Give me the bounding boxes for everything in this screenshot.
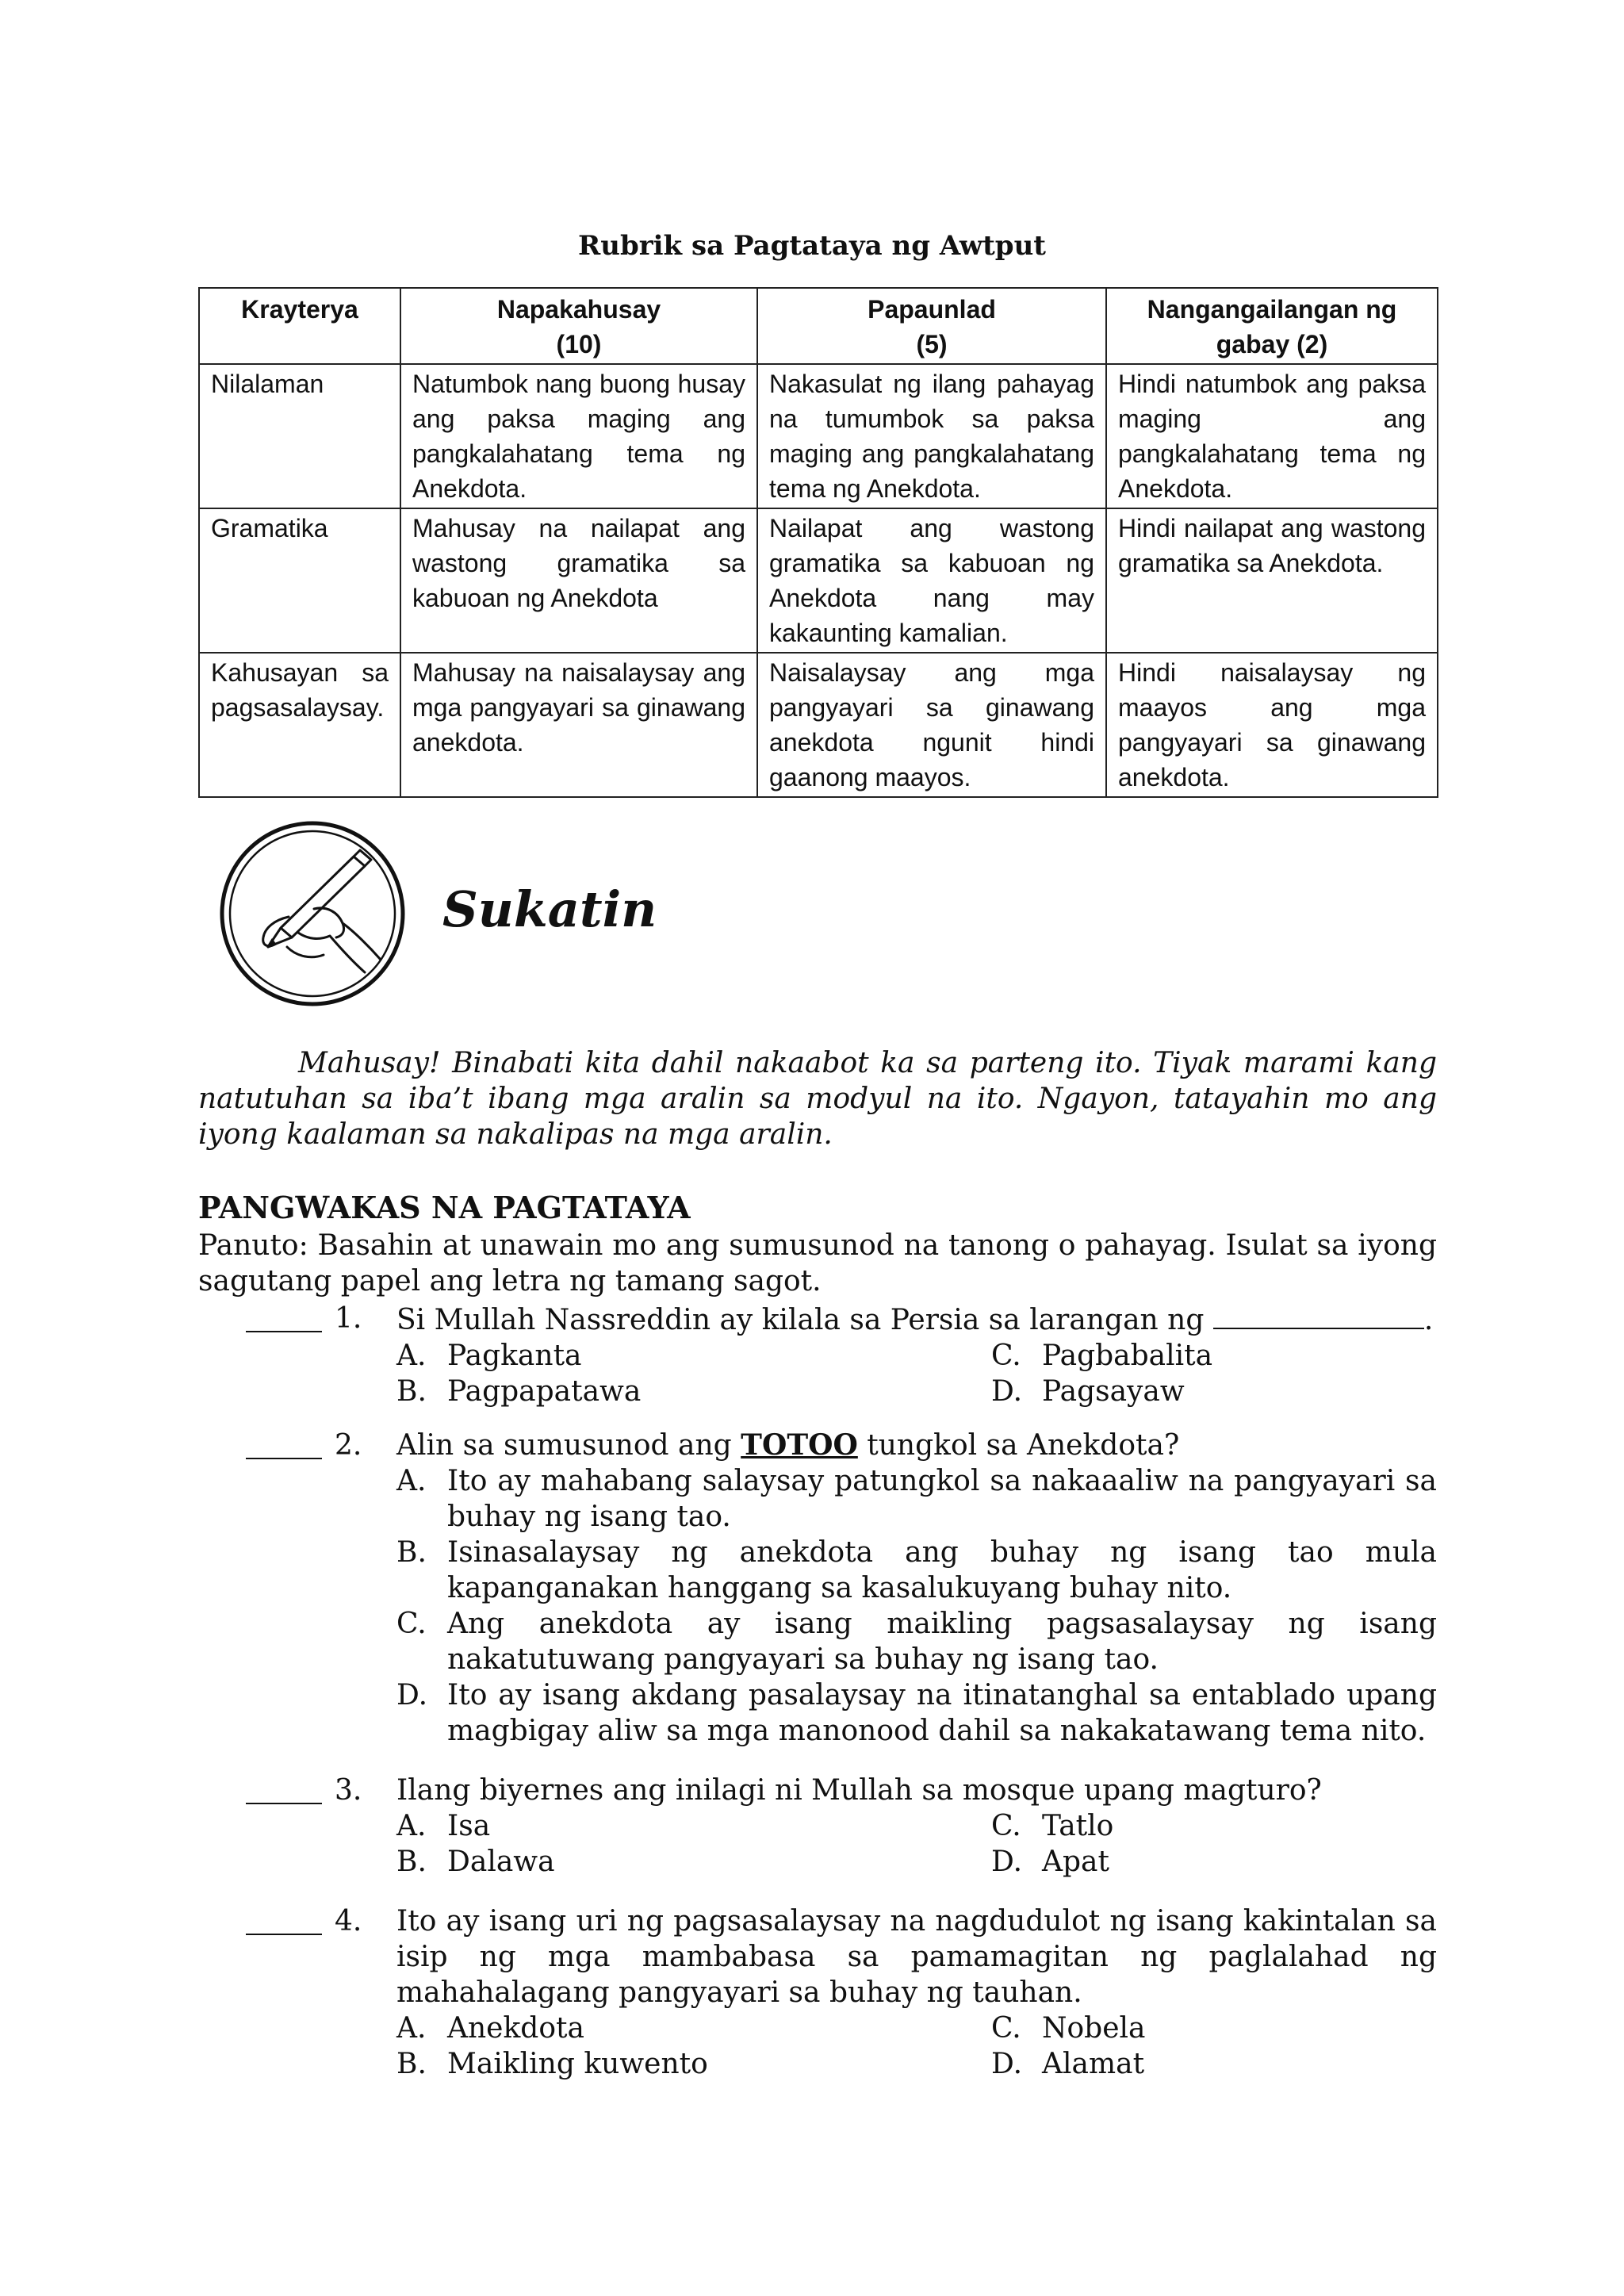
- options: [396, 1338, 1437, 1409]
- option-d[interactable]: D. Alamat: [991, 2048, 1145, 2080]
- question-2: [198, 1428, 1437, 1749]
- hand-writing-pencil-icon: [219, 820, 406, 1007]
- option-d[interactable]: D. Pagsayaw: [991, 1375, 1185, 1408]
- rubric-criterion: Nilalaman: [199, 364, 400, 508]
- rubric-cell: Mahusay na naisalaysay ang mga pangyayari sa ginawang anekdota.: [400, 653, 757, 797]
- section-title-sukatin: Sukatin: [442, 880, 657, 938]
- header-papaunlad: Papaunlad (5): [757, 288, 1106, 364]
- option-a[interactable]: A. Pagkanta: [396, 1340, 582, 1372]
- question-4: [198, 1903, 1437, 2082]
- header-nangangailangan: Nangangailangan ng gabay (2): [1106, 288, 1438, 364]
- rubric-title: Rubrik sa Pagtataya ng Awtput: [577, 230, 1047, 262]
- options: [396, 1808, 1437, 1880]
- answer-blank[interactable]: [246, 1773, 322, 1804]
- option-a[interactable]: A. Anekdota: [396, 2012, 584, 2045]
- question-1: [198, 1301, 1437, 1409]
- rubric-cell: Hindi nailapat ang wastong gramatika sa Anekdota.: [1106, 508, 1438, 653]
- intro-paragraph: Mahusay! Binabati kita dahil nakaabot ka sa parteng ito. Tiyak marami kang natutuhan sa iba’t ibang mga aralin sa modyul na ito. Ngayon, tatayahin mo ang iyong kaalaman sa nakalipas na mga aralin.: [198, 1047, 1437, 1151]
- header-napakahusay: Napakahusay (10): [400, 288, 757, 364]
- question-stem: Alin sa sumusunod ang TOTOO tungkol sa Anekdota?: [396, 1428, 1180, 1462]
- question-stem: Si Mullah Nassreddin ay kilala sa Persia sa larangan ng .: [396, 1301, 1437, 1338]
- options: [396, 1463, 1437, 1749]
- rubric-header-row: [199, 288, 1438, 364]
- option-c[interactable]: C. Tatlo: [991, 1810, 1114, 1842]
- rubric-cell: Naisalaysay ang mga pangyayari sa ginawang anekdota ngunit hindi gaanong maayos.: [757, 653, 1106, 797]
- rubric-criterion: Kahusayan sa pagsasalaysay.: [199, 653, 400, 797]
- option-c[interactable]: C. Ang anekdota ay isang maikling pagsasalaysay ng isang nakatutuwang pangyayari sa buhay ng isang tao.: [396, 1608, 1437, 1676]
- question-number: 3.: [335, 1774, 362, 1807]
- answer-blank[interactable]: [246, 1428, 322, 1459]
- option-d[interactable]: D. Ito ay isang akdang pasalaysay na itinatanghal sa entablado upang magbigay aliw sa mga manonood dahil sa nakakatawang tema nito.: [396, 1679, 1437, 1747]
- question-number: 2.: [335, 1429, 362, 1462]
- rubric-cell: Natumbok nang buong husay ang paksa maging ang pangkalahatang tema ng Anekdota.: [400, 364, 757, 508]
- option-d[interactable]: D. Apat: [991, 1846, 1109, 1878]
- rubric-criterion: Gramatika: [199, 508, 400, 653]
- rubric-cell: Mahusay na nailapat ang wastong gramatika sa kabuoan ng Anekdota: [400, 508, 757, 653]
- option-b[interactable]: B. Maikling kuwento: [396, 2048, 708, 2080]
- option-a[interactable]: A. Ito ay mahabang salaysay patungkol sa nakaaaliw na pangyayari sa buhay ng isang tao.: [396, 1465, 1437, 1533]
- emphasis-totoo: TOTOO: [741, 1428, 858, 1462]
- rubric-table: [198, 287, 1438, 798]
- option-c[interactable]: C. Nobela: [991, 2012, 1146, 2045]
- rubric-row: [199, 508, 1438, 653]
- answer-blank[interactable]: [246, 1301, 322, 1332]
- question-number: 1.: [335, 1302, 362, 1335]
- rubric-cell: Nailapat ang wastong gramatika sa kabuoan ng Anekdota nang may kakaunting kamalian.: [757, 508, 1106, 653]
- rubric-cell: Hindi naisalaysay ng maayos ang mga pangyayari sa ginawang anekdota.: [1106, 653, 1438, 797]
- question-number: 4.: [335, 1905, 362, 1938]
- option-b[interactable]: B. Dalawa: [396, 1846, 555, 1878]
- option-c[interactable]: C. Pagbabalita: [991, 1340, 1213, 1372]
- instructions: Panuto: Basahin at unawain mo ang sumusunod na tanong o pahayag. Isulat sa iyong sagutang papel ang letra ng tamang sagot.: [198, 1229, 1437, 1297]
- option-a[interactable]: A. Isa: [396, 1810, 491, 1842]
- options: [396, 2010, 1437, 2082]
- rubric-cell: Hindi natumbok ang paksa maging ang pangkalahatang tema ng Anekdota.: [1106, 364, 1438, 508]
- rubric-cell: Nakasulat ng ilang pahayag na tumumbok sa paksa maging ang pangkalahatang tema ng Anekdota.: [757, 364, 1106, 508]
- answer-blank[interactable]: [246, 1903, 322, 1935]
- question-3: [198, 1773, 1437, 1880]
- option-b[interactable]: B. Pagpapatawa: [396, 1375, 642, 1408]
- fill-in-blank: [1213, 1301, 1424, 1329]
- rubric-row: [199, 653, 1438, 797]
- option-b[interactable]: B. Isinasalaysay ng anekdota ang buhay ng isang tao mula kapanganakan hanggang sa kasalukuyang buhay nito.: [396, 1536, 1437, 1604]
- question-stem: Ito ay isang uri ng pagsasalaysay na nagdudulot ng isang kakintalan sa isip ng mga mambabasa sa pamamagitan ng paglalahad ng mahahalagang pangyayari sa buhay ng tauhan.: [396, 1905, 1437, 2009]
- assessment-heading: PANGWAKAS NA PAGTATAYA: [198, 1190, 691, 1225]
- rubric-row: [199, 364, 1438, 508]
- question-stem: Ilang biyernes ang inilagi ni Mullah sa mosque upang magturo?: [396, 1774, 1322, 1807]
- header-krayterya: Krayterya: [199, 288, 400, 364]
